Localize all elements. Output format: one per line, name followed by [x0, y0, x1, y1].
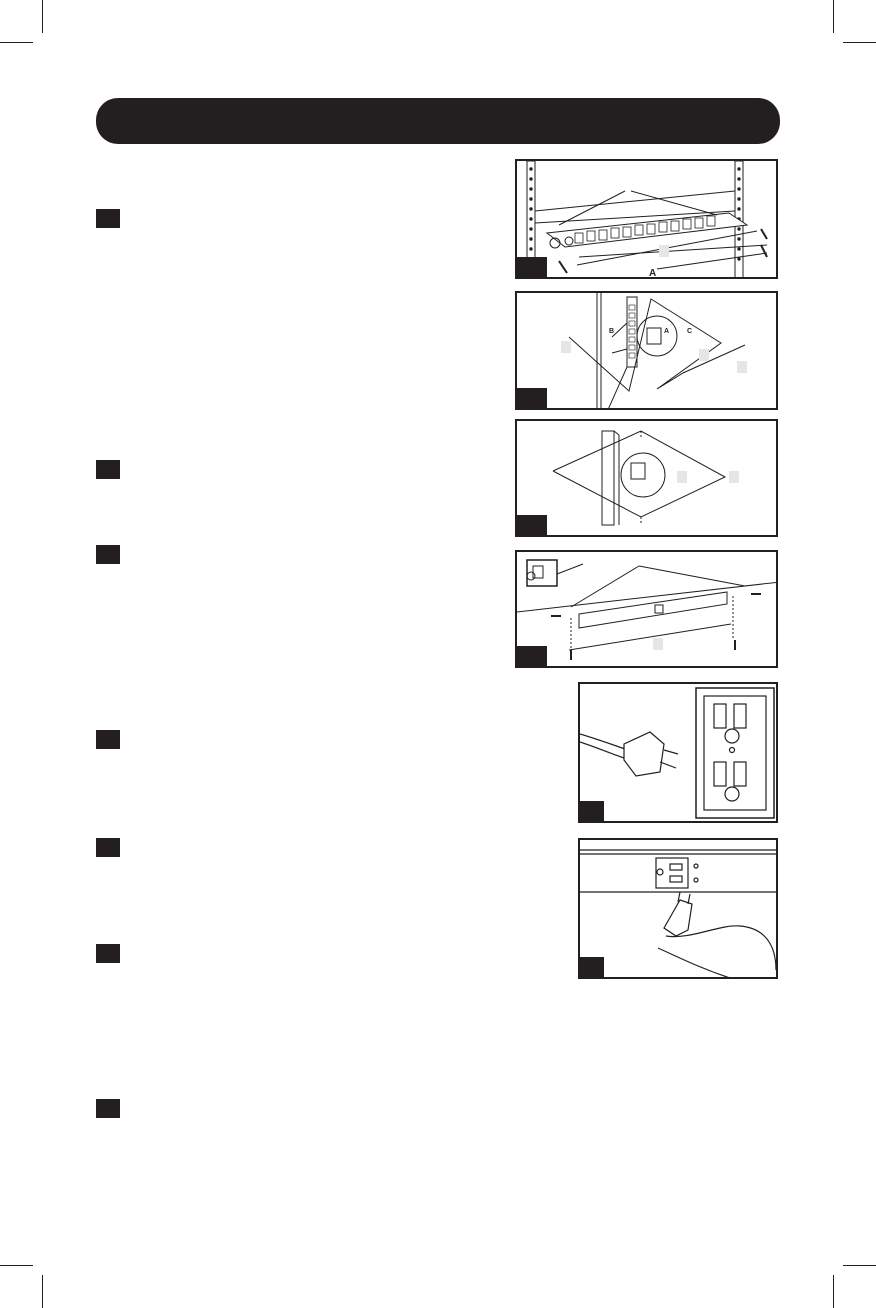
crop-mark [843, 1265, 876, 1266]
callout-c: C [687, 328, 693, 335]
step-number-box [96, 545, 120, 564]
plug-outlet-illustration [580, 684, 778, 823]
step-number-box [96, 838, 120, 857]
rack-horizontal-illustration [517, 161, 778, 279]
callout-b: B [609, 328, 615, 335]
figure-rack-vertical [515, 291, 778, 410]
figure-rack-horizontal [515, 159, 778, 279]
step-number-box [96, 209, 120, 228]
figure-label-tab [517, 515, 547, 535]
step-number-box [96, 944, 120, 963]
crop-mark [843, 42, 876, 43]
callout-a-detail: A [664, 328, 670, 335]
step-number-box [96, 460, 120, 479]
crop-mark [42, 1275, 43, 1308]
plug-pdu-illustration [580, 840, 778, 979]
figure-plug-pdu [578, 838, 778, 979]
step-number-box [96, 730, 120, 749]
step-number-box [96, 1099, 120, 1118]
figure-pdu-vertical [515, 419, 778, 537]
crop-mark [0, 1265, 33, 1266]
rack-vertical-illustration [517, 293, 778, 410]
figure-label-tab [517, 646, 547, 666]
figure-pdu-horizontal [515, 550, 778, 668]
figure-label-tab [580, 801, 604, 821]
figure-label-tab [517, 388, 547, 408]
figure-label-tab [517, 257, 547, 277]
pdu-horizontal-illustration [517, 552, 778, 668]
crop-mark [833, 1275, 834, 1308]
crop-mark [0, 42, 33, 43]
figure-plug-outlet [578, 682, 778, 823]
callout-a: A [649, 268, 657, 279]
pdu-vertical-illustration [517, 421, 778, 537]
figure-label-tab [580, 957, 604, 977]
section-title-bar [96, 98, 780, 144]
crop-mark [42, 0, 43, 33]
crop-mark [833, 0, 834, 33]
